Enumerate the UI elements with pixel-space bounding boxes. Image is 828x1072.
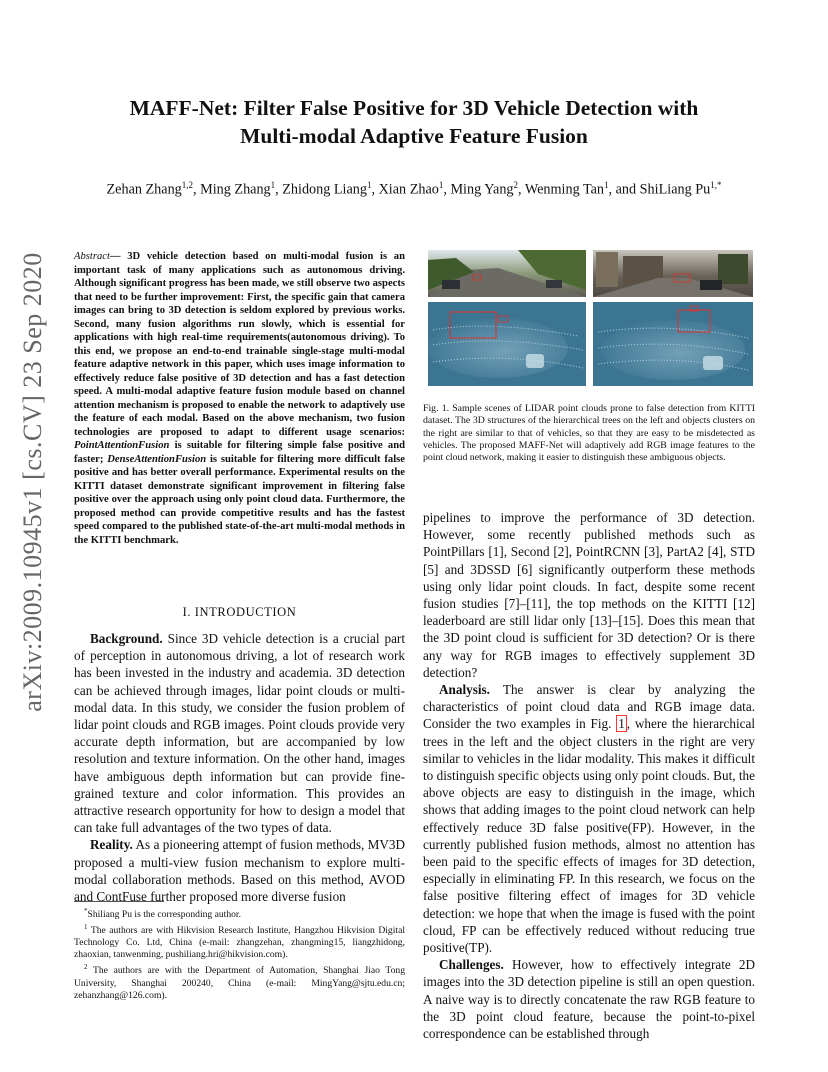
figure-1-reference-link[interactable]: 1: [618, 716, 625, 732]
paragraph-text: The answer is clear by analyzing the characteristics of point cloud data and RGB image data. Consider the two examples in Fig.: [423, 682, 755, 732]
abstract-label: Abstract: [74, 251, 110, 262]
paper-title: [80, 94, 748, 150]
footnote-corresponding: [74, 905, 405, 921]
author-name: Zehan Zhang: [106, 181, 182, 198]
paragraph-continuation: pipelines to improve the performance of 3D detection. However, some recently published methods such as PointPillars [1], Second [2], PointRCNN [3], PartA2 [4], STD [5] and 3DSSD [6] significantly outperform these methods using only lidar point clouds. In fact, despite some recent fusion studies [7]–[11], the top methods on the KITTI [12] leaderboard are still lidar only [13]–[15]. Does this mean that the 3D point cloud is sufficient for 3D detection? Or is there any way for RGB images to effectively supplement 3D detection?: [423, 510, 755, 680]
paragraph-text: , where the hierarchical trees in the left and the object clusters in the right are very similar to vehicles in the lidar modality. This makes it difficult to distinguish specific objects using only point clouds. But, the above objects are easy to distinguish in the image, which shows that adding images to the point cloud network can help effectively reduce 3D false positive(FP). However, in the currently published fusion methods, almost no attention has been paid to the specific effects of images for 3D detection, especially in eliminating FP. In this research, we focus on the false positive filtering effect of images for 3D vehicle detection: we hope that when the image is fused with the point cloud, FP can be effectively reduced without reducing true positive(TP).: [423, 716, 755, 956]
arxiv-sidebar-identifier: [14, 252, 52, 712]
camera-image-left: [428, 250, 586, 297]
abstract: [74, 250, 405, 547]
footnote-mark: *: [84, 907, 88, 915]
author-name: Ming Yang: [450, 181, 514, 198]
paragraph-analysis: [423, 681, 755, 956]
author-separator: , and: [608, 181, 640, 198]
author-affiliation: 1: [438, 180, 444, 190]
footnote-affiliation-2: [74, 961, 405, 1001]
author-separator: ,: [518, 181, 525, 198]
lidar-point-cloud-right: [593, 302, 753, 386]
lidar-point-cloud-left: [428, 302, 586, 386]
author-separator: ,: [443, 181, 451, 198]
paragraph-text: As a pioneering attempt of fusion methods, MV3D proposed a multi-view fusion mechanism to explore multi-modal collaboration methods. Based on this method, AVOD and ContFuse further proposed more diverse fusion: [74, 837, 405, 905]
author-affiliation: 1: [604, 180, 609, 190]
footnote-affiliation-1: [74, 921, 405, 961]
author-name: Xian Zhao: [378, 181, 439, 198]
paragraph-background: [74, 630, 405, 836]
abstract-text-1: — 3D vehicle detection based on multi-modal fusion is an important task of many applications such as autonomous driving. Although significant progress has been made, we still observe two aspects that need to be further improvement: First, the specific gain that camera images can bring to 3D detection is seldom explored by previous works. Second, many fusion algorithms run slowly, which is essential for applications with high real-time requirements(autonomous driving). To this end, we propose an end-to-end trainable single-stage multi-modal feature adaptive network in this paper, which uses image information to effectively reduce false positive of 3D detection and has a fast detection speed. A multi-modal adaptive feature fusion module based on channel attention mechanism is proposed to enable the network to adaptively use the feature of each modal. Based on the above mechanism, two fusion technologies are proposed to adapt to different usage scenarios:: [74, 251, 405, 438]
paragraph-text: Since 3D vehicle detection is a crucial part of perception in autonomous driving, a lot of research work has been invested in the industry and academia. 3D detection can be achieved through images, lidar point clouds or multi-modal data. In this study, we consider the fusion problem of lidar point clouds and RGB images. Point clouds provide very accurate depth information, but are accompanied by low resolution and texture information. On the other hand, images have ambiguous depth information but can provide fine-grained texture and color information. This provides an attractive research opportunity for how to design a model that can take full advantages of the two types of data.: [74, 631, 405, 836]
footnote-mark: 2: [84, 963, 88, 972]
footnote-mark: 1: [84, 923, 88, 932]
camera-image-right: [593, 250, 753, 297]
abstract-text-2: is suitable for filtering simple false positive and faster;: [74, 440, 405, 465]
figure-1-panels: [428, 250, 753, 386]
author-affiliation: 1: [270, 180, 276, 190]
abstract-text-3: is suitable for filtering more difficult false positive and has better overall performance. Experimental results on the KITTI dataset demonstrate significant improvement in filtering false positive over the approach using only point cloud data. Furthermore, the proposed method can provide competitive results and has the fastest speed compared to the published state-of-the-art multi-modal methods in the KITTI benchmark.: [74, 453, 405, 546]
author-affiliation: 1: [366, 180, 372, 190]
left-column-body: [74, 630, 405, 905]
author-name: ShiLiang Pu: [639, 181, 711, 198]
author-list: [60, 180, 768, 199]
arxiv-id-text: arXiv:2009.10945v1 [cs.CV] 23 Sep 2020: [18, 252, 47, 712]
author-separator: ,: [371, 181, 379, 198]
footnote-rule: [74, 901, 164, 902]
footnote-text: Shiliang Pu is the corresponding author.: [87, 909, 241, 921]
right-column-body: [423, 509, 755, 1042]
paragraph-lead: Analysis.: [439, 682, 490, 698]
abstract-method-2: DenseAttentionFusion: [107, 453, 207, 465]
author-affiliation: 2: [513, 180, 519, 190]
author-affiliation: 1,*: [710, 180, 722, 190]
figure-1-caption: Fig. 1. Sample scenes of LIDAR point clouds prone to false detection from KITTI dataset. The 3D structures of the hierarchical trees on the left and objects clusters on the right are similar to that of vehicles, so that they are easy to be misdetected as vehicles. The proposed MAFF-Net will adaptively add RGB image features to the point cloud network, making it easier to distinguish these ambiguous objects.: [423, 403, 755, 464]
section-heading-introduction: I. INTRODUCTION: [182, 605, 297, 619]
footnote-text: The authors are with the Department of Automation, Shanghai Jiao Tong University, Shanghai 200240, China (e-mail: MingYang@sjtu.edu.cn; zehanzhang@126.com).: [74, 965, 405, 1001]
abstract-method-1: PointAttentionFusion: [74, 440, 170, 451]
paragraph-text: However, how to effectively integrate 2D images into the 3D detection pipeline is still an open question. A naive way is to directly concatenate the raw RGB feature to the 3D point cloud feature, because the point-to-pixel correspondence can be established through: [423, 957, 755, 1042]
title-line-1: MAFF-Net: Filter False Positive for 3D Vehicle Detection with: [129, 96, 699, 120]
paragraph-lead: Background.: [90, 631, 163, 646]
author-name: Ming Zhang: [200, 181, 271, 198]
author-name: Zhidong Liang: [282, 181, 367, 198]
paragraph-lead: Challenges.: [439, 957, 504, 973]
footnote-text: The authors are with Hikvision Research Institute, Hangzhou Hikvision Digital Technology Co. Ltd, China (e-mail: zhangzehan, zhangming15, liangzhidong, zhaoxian, tanwenming, pushiliang.hri@hikvision.com).: [74, 925, 405, 961]
paragraph-challenges: [423, 956, 755, 1042]
paragraph-reality: [74, 836, 405, 905]
footnotes: [74, 905, 405, 1002]
author-name: Wenming Tan: [524, 181, 605, 198]
figure-1: [428, 250, 753, 386]
author-affiliation: 1,2: [181, 180, 194, 190]
author-separator: ,: [193, 181, 201, 198]
paragraph-lead: Reality.: [90, 837, 133, 853]
title-line-2: Multi-modal Adaptive Feature Fusion: [240, 124, 588, 148]
author-separator: ,: [275, 181, 283, 198]
